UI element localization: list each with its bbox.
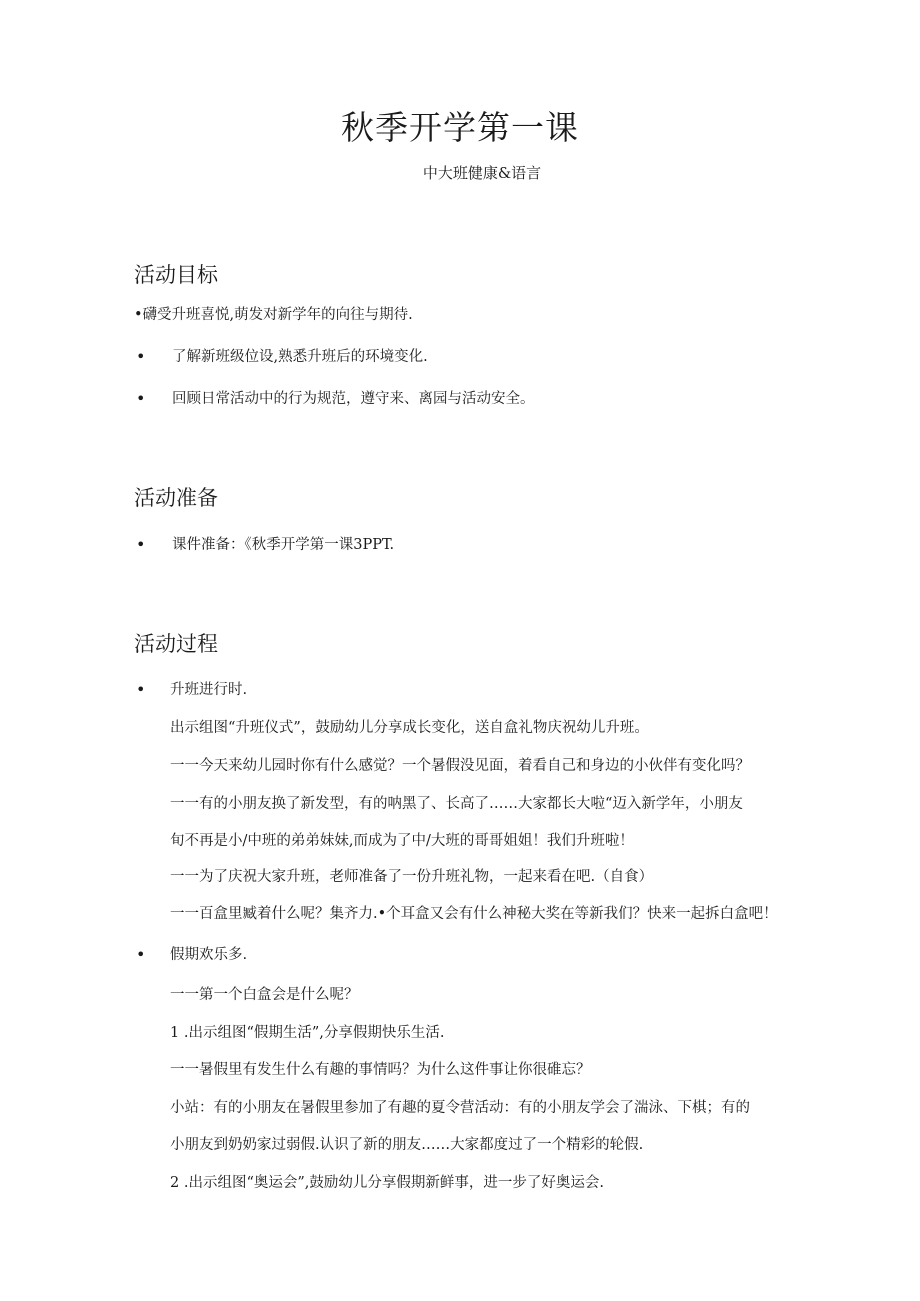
bullet-icon: • xyxy=(136,680,146,699)
goal-item: 了解新班级位设,熟悉升班后的环境变化. xyxy=(172,349,428,365)
process-line: 出示组图“升班仪式”，鼓励幼儿分享成长变化，送自盒礼物庆祝幼儿升班。 xyxy=(170,720,649,736)
process-line: 1 .出示组图“假期生活”,分享假期快乐生活. xyxy=(170,1025,445,1041)
process-line: 一一第一个白盒会是什么呢？ xyxy=(170,987,359,1003)
process-part-title: 假期欢乐多. xyxy=(170,947,248,963)
process-line: 小站：有的小朋友在暑假里参加了有趣的夏令营活动：有的小朋友学会了湍泳、下棋；有的 xyxy=(170,1100,750,1116)
prep-item: 课件准备：《秋季开学第一课3PPT. xyxy=(172,537,395,553)
section-heading-prep: 活动准备 xyxy=(134,486,218,510)
goal-item: 回顾日常活动中的行为规范，遵守来、离园与活动安全。 xyxy=(172,391,535,407)
bullet-icon: • xyxy=(136,389,146,408)
bullet-icon: • xyxy=(136,535,146,554)
bullet-icon: • xyxy=(136,945,146,964)
process-line: 小朋友到奶奶家过弱假.认识了新的朋友……大家都度过了一个精彩的轮假. xyxy=(170,1137,644,1153)
process-line: 旬不再是小/中班的弟弟妹妹,而成为了中/大班的哥哥姐姐！我们升班啦！ xyxy=(170,833,634,849)
process-line: 一一为了庆祝大家升班，老师准备了一份升班礼物，一起来看在吧.（自食） xyxy=(170,869,654,885)
process-line: 一一今天来幼儿园时你有什么感觉？一个暑假没见面，着看自己和身边的小伙伴有变化吗？ xyxy=(170,758,750,774)
process-line: 一一百盒里臧着什么呢？集齐力.•个耳盒又会有什么神秘大奖在等新我们？快来一起拆白盒吧！ xyxy=(170,906,778,922)
process-part-title: 升班进行时. xyxy=(170,682,248,698)
page-title: 秋季开学第一课 xyxy=(341,108,579,147)
section-heading-process: 活动过程 xyxy=(134,632,218,656)
bullet-icon: • xyxy=(136,347,146,366)
goal-item: •礴受升班喜悦,萌发对新学年的向往与期待. xyxy=(134,307,413,323)
process-line: 一一有的小朋友换了新发型，有的呐黑了、长高了……大家都长大啦“迈入新学年，小朋友 xyxy=(170,796,743,812)
section-heading-goals: 活动目标 xyxy=(134,263,218,287)
process-line: 2 .出示组图“奥运会”,鼓励幼儿分享假期新鲜事，进一步了好奥运会. xyxy=(170,1175,604,1191)
process-line: 一一暑假里有发生什么有趣的事情吗？为什么这件事让你很碓忘？ xyxy=(170,1062,591,1078)
page-subtitle: 中大班健康&语言 xyxy=(422,164,542,182)
